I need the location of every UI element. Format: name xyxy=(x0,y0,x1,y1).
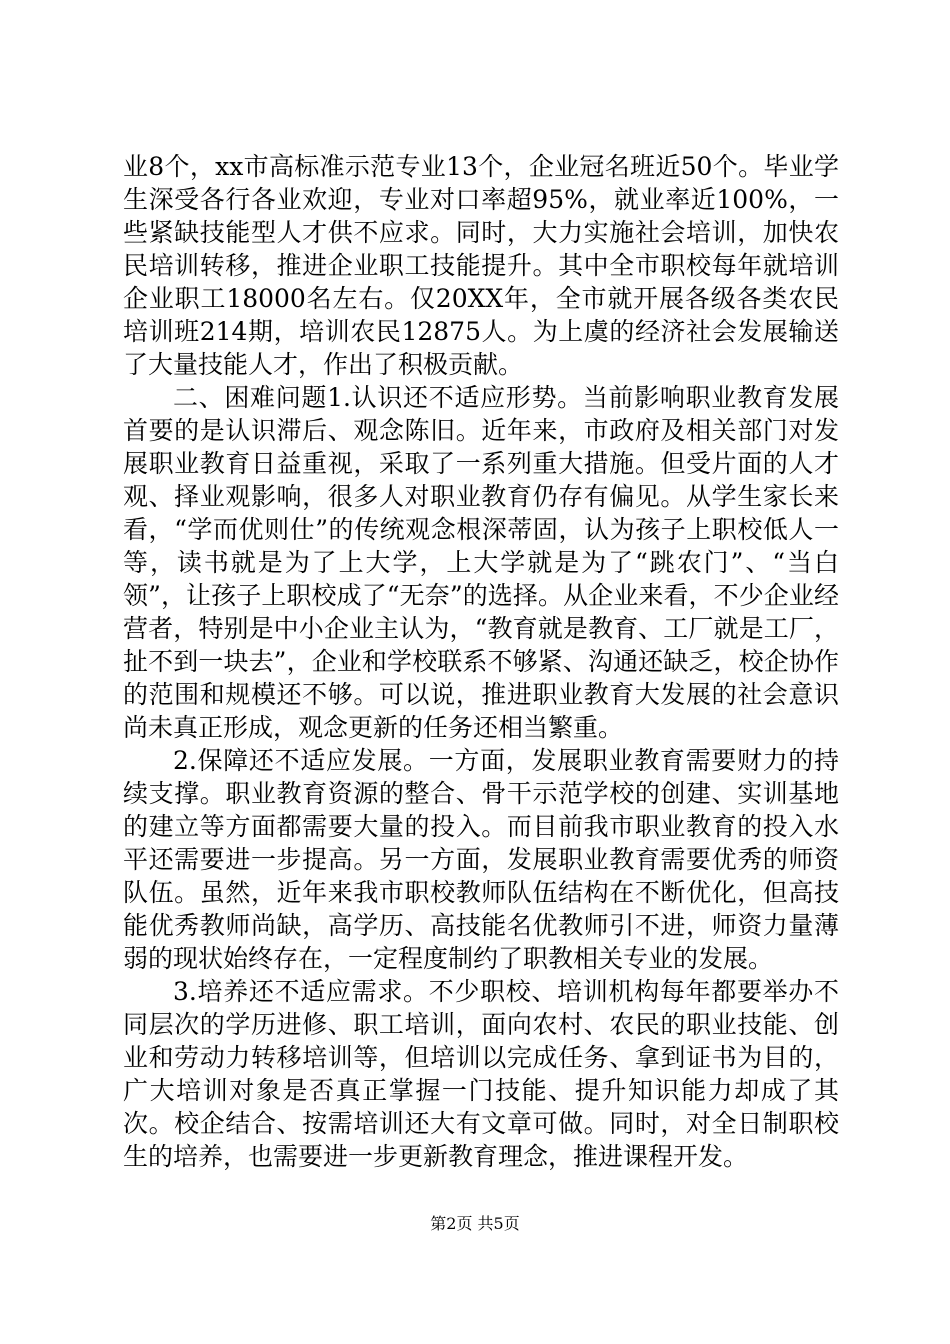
paragraph-difficulties-1: 二、困难问题1.认识还不适应形势。当前影响职业教育发展首要的是认识滞后、观念陈旧。近年来，市政府及相关部门对发展职业教育日益重视，采取了一系列重大措施。但受片面的人才观、择业观影响，很多人对职业教育仍存有偏见。从学生家长来看，“学而优则仕”的传统观念根深蒂固，认为孩子上职校低人一等，读书就是为了上大学，上大学就是为了“跳农门”、“当白领”，让孩子上职校成了“无奈”的选择。从企业来看，不少企业经营者，特别是中小企业主认为，“教育就是教育、工厂就是工厂，扯不到一块去”，企业和学校联系不够紧、沟通还缺乏，校企协作的范围和规模还不够。可以说，推进职业教育大发展的社会意识尚未真正形成，观念更新的任务还相当繁重。 xyxy=(123,383,839,742)
paragraph-difficulties-2: 2.保障还不适应发展。一方面，发展职业教育需要财力的持续支撑。职业教育资源的整合、骨干示范学校的创建、实训基地的建立等方面都需要大量的投入。而目前我市职业教育的投入水平还需要进一步提高。另一方面，发展职业教育需要优秀的师资队伍。虽然，近年来我市职校教师队伍结构在不断优化，但高技能优秀教师尚缺，高学历、高技能名优教师引不进，师资力量薄弱的现状始终存在，一定程度制约了职教相关专业的发展。 xyxy=(123,746,839,973)
page-number-footer: 第2页 共5页 xyxy=(430,1214,520,1233)
paragraph-continuation: 业8个，xx市高标准示范专业13个，企业冠名班近50个。毕业学生深受各行各业欢迎，专业对口率超95%，就业率近100%，一些紧缺技能型人才供不应求。同时，大力实施社会培训，加快农民培训转移，推进企业职工技能提升。其中全市职校每年就培训企业职工18000名左右。仅20XX年，全市就开展各级各类农民培训班214期，培训农民12875人。为上虞的经济社会发展输送了大量技能人才，作出了积极贡献。 xyxy=(123,152,839,379)
body-text xyxy=(123,150,839,1173)
paragraph-difficulties-3: 3.培养还不适应需求。不少职校、培训机构每年都要举办不同层次的学历进修、职工培训，面向农村、农民的职业技能、创业和劳动力转移培训等，但培训以完成任务、拿到证书为目的，广大培训对象是否真正掌握一门技能、提升知识能力却成了其次。校企结合、按需培训还大有文章可做。同时，对全日制职校生的培养，也需要进一步更新教育理念，推进课程开发。 xyxy=(123,977,839,1171)
